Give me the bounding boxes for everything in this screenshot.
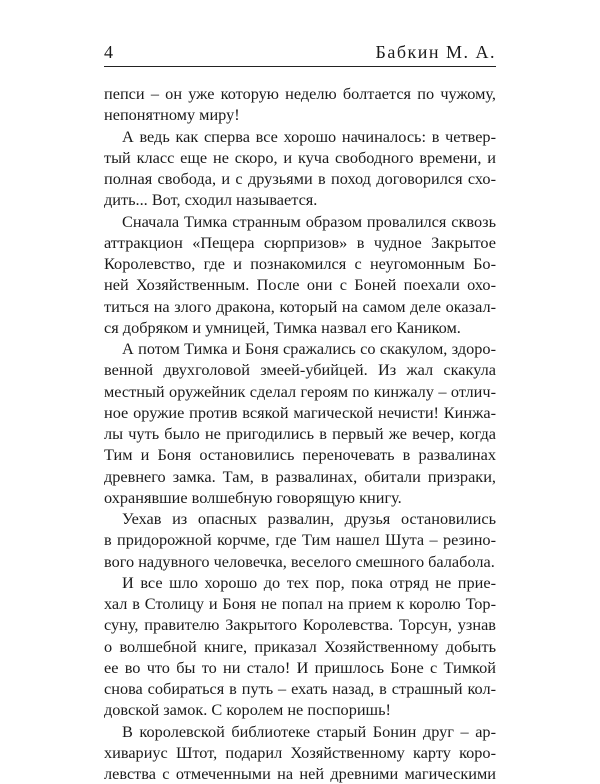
text-line: Сначала Тимка странным образом провалился сквозь [104, 211, 496, 232]
text-line: ное оружие против всякой магической нечисти! Кинжа- [104, 402, 496, 423]
text-line: хивариус Штот, подарил Хозяйственному карту коро- [104, 742, 496, 763]
text-line: тый класс еще не скоро, и куча свободного времени, и [104, 147, 496, 168]
text-line: Уехав из опасных развалин, друзья остановились [104, 508, 496, 529]
text-line: В королевской библиотеке старый Бонин друг – ар- [104, 721, 496, 742]
paragraph [104, 126, 496, 211]
paragraph [104, 721, 496, 784]
text-line: Королевство, где и познакомился с неугомонным Бо- [104, 253, 496, 274]
text-line: вого надувного человечка, веселого смешного балабола. [104, 551, 496, 572]
text-line: лы чуть было не пригодились в первый же вечер, когда [104, 423, 496, 444]
text-line: в придорожной корчме, где Тим нашел Шута – резино- [104, 529, 496, 550]
text-line: И все шло хорошо до тех пор, пока отряд не прие- [104, 572, 496, 593]
text-line: А ведь как сперва все хорошо начиналось: в четвер- [104, 126, 496, 147]
text-line: хал в Столицу и Боня не попал на прием к королю Тор- [104, 593, 496, 614]
text-line: венной двухголовой змеей-убийцей. Из жал скакула [104, 359, 496, 380]
text-line: дить... Вот, сходил называется. [104, 189, 496, 210]
text-line: аттракцион «Пещера сюрпризов» в чудное Закрытое [104, 232, 496, 253]
text-line: суну, правителю Закрытого Королевства. Торсун, узнав [104, 614, 496, 635]
text-line: ее во что бы то ни стало! И пришлось Боне с Тимкой [104, 657, 496, 678]
text-line: ся добряком и умницей, Тимка назвал его Каником. [104, 317, 496, 338]
text-line: о волшебной книге, приказал Хозяйственному добыть [104, 636, 496, 657]
page-number: 4 [104, 42, 114, 63]
text-line: непонятному миру! [104, 104, 496, 125]
paragraph [104, 211, 496, 339]
body-text [104, 83, 496, 784]
text-line: местный оружейник сделал героям по кинжалу – отлич- [104, 381, 496, 402]
text-line: довской замок. С королем не поспоришь! [104, 699, 496, 720]
text-line: титься на злого дракона, который на самом деле оказал- [104, 296, 496, 317]
paragraph [104, 508, 496, 572]
text-line: полная свобода, и с друзьями в поход договорился схо- [104, 168, 496, 189]
paragraph [104, 83, 496, 126]
text-line: ней Хозяйственным. После они с Боней поехали охо- [104, 274, 496, 295]
paragraph [104, 338, 496, 508]
text-line: Тим и Боня остановились переночевать в развалинах [104, 444, 496, 465]
paragraph [104, 572, 496, 721]
text-line: снова собираться в путь – ехать назад, в страшный кол- [104, 678, 496, 699]
text-line: пепси – он уже которую неделю болтается по чужому, [104, 83, 496, 104]
text-line: охранявшие волшебную говорящую книгу. [104, 487, 496, 508]
text-line: А потом Тимка и Боня сражались со скакулом, здоро- [104, 338, 496, 359]
text-line: левства с отмеченными на ней древними магическими [104, 763, 496, 784]
page-header [104, 38, 496, 67]
text-line: древнего замка. Там, в развалинах, обитали призраки, [104, 466, 496, 487]
running-head-author: Бабкин М. А. [376, 42, 497, 63]
